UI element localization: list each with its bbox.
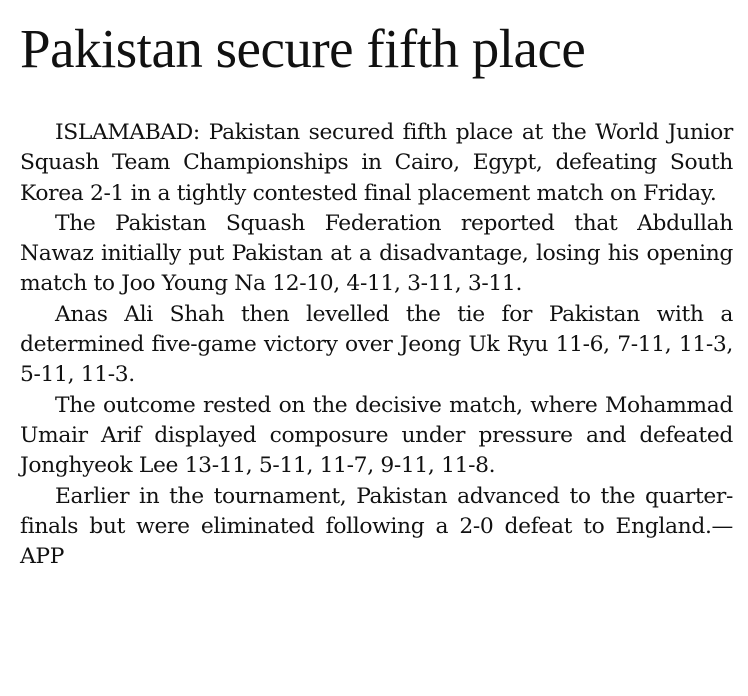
article-paragraph-5: Earlier in the tournament, Pakistan advanced to the quarter-finals but were eliminated following a 2-0 defeat to England.—APP — [20, 483, 733, 570]
article-paragraph-3: Anas Ali Shah then levelled the tie for Pakistan with a determined five-game victory over Jeong Uk Ryu 11-6, 7-11, 11-3, 5-11, 11-3. — [20, 301, 733, 388]
article-body — [20, 118, 733, 572]
article-paragraph-1: ISLAMABAD: Pakistan secured fifth place at the World Junior Squash Team Championships in Cairo, Egypt, defeating South Korea 2-1 in a tightly contested final placement match on Friday. — [20, 120, 733, 206]
article-paragraph-2: The Pakistan Squash Federation reported that Abdullah Nawaz initially put Pakistan at a disadvantage, losing his opening match to Joo Young Na 12-10, 4-11, 3-11, 3-11. — [20, 210, 733, 297]
article-headline: Pakistan secure fifth place — [20, 18, 586, 79]
article-paragraph-4: The outcome rested on the decisive match, where Mohammad Umair Arif displayed composure under pressure and defeated Jonghyeok Lee 13-11, 5-11, 11-7, 9-11, 11-8. — [20, 392, 733, 479]
